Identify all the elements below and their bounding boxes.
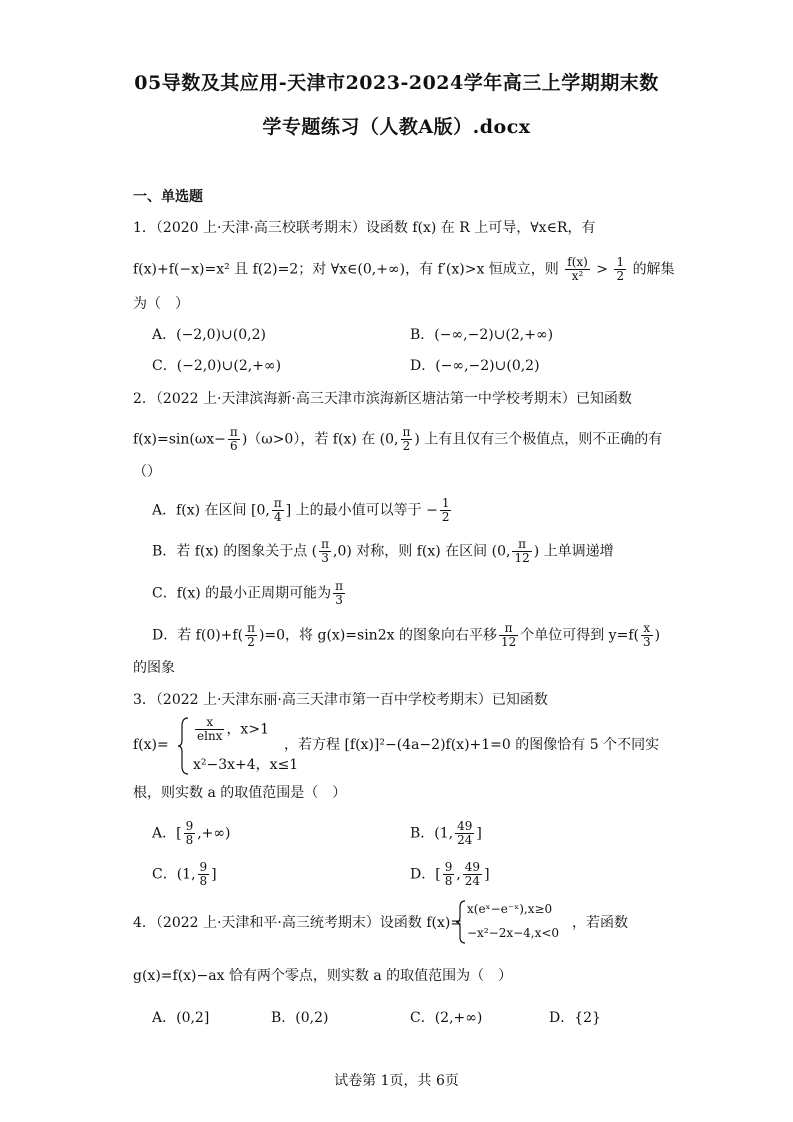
q4-option-b[interactable]: B．(0,2) <box>271 1010 329 1026</box>
q3-line3: 根，则实数 a 的取值范围是（ ） <box>133 785 347 801</box>
page-footer: 试卷第 1页，共 6页 <box>334 1073 459 1089</box>
q3-case1-num: x <box>195 716 224 730</box>
q1-line2-text: f(x)+f(−x)=x² 且 f(2)=2；对 ∀x∈(0,+∞)，有 f′(x)>x 恒成立，则 <box>133 261 559 278</box>
q2-d-frac3 <box>641 622 653 649</box>
q1-option-a[interactable]: A．(−2,0)∪(0,2) <box>152 327 266 343</box>
q4-line1: 4．（2022 上·天津和平·高三统考期末）设函数 f(x)= <box>133 915 463 931</box>
q2-option-b[interactable] <box>152 538 614 565</box>
q4-case1: x(eˣ−e⁻ˣ),x≥0 <box>467 902 553 916</box>
q2-d-num3: x <box>641 622 653 636</box>
q2-frac2-num: π <box>402 425 411 439</box>
q3-line2-rest: ，若方程 [f(x)]²−(4a−2)f(x)+1=0 的图像恰有 5 个不同实 <box>284 737 660 753</box>
q3-case1 <box>193 716 269 743</box>
q2-d-frac1 <box>245 622 257 649</box>
q2-d1: D．若 f(0)+f( <box>152 627 244 644</box>
q1-line2 <box>133 256 675 283</box>
q1-half-den: 2 <box>616 269 625 283</box>
q2-frac2 <box>401 426 413 453</box>
q3-case2: x²−3x+4，x≤1 <box>193 757 299 773</box>
q3-brace <box>178 716 190 776</box>
q2-c1: C．f(x) 的最小正周期可能为 <box>152 585 332 602</box>
q2-option-d-end: 的图象 <box>133 660 175 676</box>
section-heading: 一、单选题 <box>133 189 203 205</box>
q4-option-c[interactable]: C．(2,+∞) <box>410 1010 483 1026</box>
q3-c1: C．(1, <box>152 866 196 883</box>
q2-a-den: 4 <box>273 510 282 524</box>
q1-option-d[interactable]: D．(−∞,−2)∪(0,2) <box>410 358 540 374</box>
q3-a-den: 8 <box>185 833 194 847</box>
q3-a2: ,+∞) <box>197 825 231 842</box>
q3-case1-frac <box>195 716 224 743</box>
q4-line2: g(x)=f(x)−ax 恰有两个零点，则实数 a 的取值范围为（ ） <box>133 968 513 984</box>
q1-option-c[interactable]: C．(−2,0)∪(2,+∞) <box>152 358 282 374</box>
q2-a1: A．f(x) 在区间 [0, <box>152 502 270 519</box>
q2-a-half <box>440 497 452 524</box>
q3-c-num: 9 <box>199 860 208 874</box>
q3-c-frac <box>198 861 210 888</box>
q2-b-num1: π <box>321 537 329 551</box>
doc-title-line2: 学专题练习（人教A版）.docx <box>262 116 531 138</box>
q2-b-frac2 <box>512 538 531 565</box>
q4-option-a[interactable]: A．(0,2] <box>152 1010 210 1026</box>
q2-d2: )=0，将 g(x)=sin2x 的图象向右平移 <box>258 627 497 644</box>
q2-d4: ) <box>654 627 661 644</box>
q1-frac-num: f(x) <box>567 255 588 269</box>
q3-d-num2: 49 <box>464 860 481 874</box>
q1-line3: 为（ ） <box>133 296 189 312</box>
q2-option-c[interactable] <box>152 580 347 607</box>
q2-line2 <box>133 426 662 453</box>
q1-gt: > <box>596 261 609 278</box>
q2-a-half-num: 1 <box>441 496 450 510</box>
q2-option-d[interactable] <box>152 622 660 649</box>
q2-l2b: )（ω>0），若 f(x) 在 (0, <box>241 431 399 448</box>
q2-line1: 2．（2022 上·天津滨海新·高三天津市滨海新区塘沽第一中学校考期末）已知函数 <box>133 391 632 407</box>
q2-option-a[interactable] <box>152 497 453 524</box>
q3-option-b[interactable] <box>410 820 482 847</box>
q3-c2: ] <box>211 866 217 883</box>
q2-d-den3: 3 <box>642 635 651 649</box>
q3-c-den: 8 <box>199 874 208 888</box>
q3-d1: D．[ <box>410 866 441 883</box>
q2-a-frac <box>272 497 284 524</box>
q3-line1: 3．（2022 上·天津东丽·高三天津市第一百中学校考期末）已知函数 <box>133 692 548 708</box>
q4-case2: −x²−2x−4,x<0 <box>467 926 560 940</box>
q4-brace <box>456 899 466 945</box>
q2-a2: ] 上的最小值可以等于 − <box>285 502 438 519</box>
q3-b2: ] <box>476 825 482 842</box>
q2-b-den1: 3 <box>321 551 329 565</box>
q3-d2: ] <box>484 866 490 883</box>
q2-b2: ,0) 对称，则 f(x) 在区间 (0, <box>333 543 511 560</box>
q3-d-num1: 9 <box>444 860 453 874</box>
q3-case1-den: elnx <box>197 729 223 743</box>
q2-frac2-den: 2 <box>402 439 411 453</box>
q2-d-den2: 12 <box>500 635 517 649</box>
q2-l2a: f(x)=sin(ωx− <box>133 431 226 448</box>
q1-line1: 1．（2020 上·天津·高三校联考期末）设函数 f(x) 在 R 上可导，∀x∈R，有 <box>133 220 596 236</box>
q2-b1: B．若 f(x) 的图象关于点 ( <box>152 543 318 560</box>
q2-line3: （） <box>133 464 161 480</box>
q2-frac1 <box>228 426 240 453</box>
q3-b1: B．(1, <box>410 825 454 842</box>
q4-option-d[interactable]: D．{2} <box>549 1010 601 1026</box>
q4-line1-end: ，若函数 <box>572 915 628 931</box>
q2-frac1-num: π <box>229 425 238 439</box>
q3-case1-cond: ，x>1 <box>226 721 269 738</box>
q3-b-frac <box>455 820 474 847</box>
q2-c-num: π <box>335 579 344 593</box>
q2-d-frac2 <box>499 622 518 649</box>
q3-a1: A．[ <box>152 825 182 842</box>
q3-fx: f(x)= <box>133 737 169 753</box>
q2-c-frac <box>333 580 345 607</box>
q3-d-den2: 24 <box>464 874 481 888</box>
q1-option-b[interactable]: B．(−∞,−2)∪(2,+∞) <box>410 327 554 343</box>
q3-a-num: 9 <box>185 819 194 833</box>
q3-d-frac2 <box>463 861 482 888</box>
q2-c-den: 3 <box>335 593 343 607</box>
q1-frac <box>565 256 590 283</box>
q3-b-num: 49 <box>457 819 473 833</box>
doc-title-line1: 05导数及其应用-天津市2023-2024学年高三上学期期末数 <box>134 72 659 94</box>
q2-b-num2: π <box>512 538 531 552</box>
q2-a-num: π <box>273 496 282 510</box>
q2-l2c: ) 上有且仅有三个极值点，则不正确的有 <box>414 431 663 448</box>
q2-d-den1: 2 <box>247 635 255 649</box>
q2-b-frac1 <box>319 538 331 565</box>
q2-d-num2: π <box>499 622 518 636</box>
q2-d-num1: π <box>247 621 255 635</box>
q1-half-num: 1 <box>616 255 625 269</box>
q2-d3: 个单位可得到 y=f( <box>520 627 639 644</box>
q1-frac-den: x² <box>571 269 584 283</box>
q3-option-d[interactable]: D．[ $\frac{9}{8}$ , $\frac{49}{24}$ ] <box>410 860 490 888</box>
q3-d-frac1 <box>443 861 455 888</box>
q3-d-den1: 8 <box>444 874 453 888</box>
q3-a-frac <box>184 820 196 847</box>
q3-option-a[interactable] <box>152 820 231 847</box>
q3-b-den: 24 <box>457 833 473 847</box>
q1-line2-end: 的解集 <box>632 261 675 278</box>
q2-b3: ) 上单调递增 <box>533 543 614 560</box>
q2-b-den2: 12 <box>514 551 530 565</box>
q2-a-half-den: 2 <box>441 510 450 524</box>
q1-half <box>614 256 626 283</box>
q3-option-c[interactable] <box>152 861 217 888</box>
q2-frac1-den: 6 <box>230 439 238 453</box>
